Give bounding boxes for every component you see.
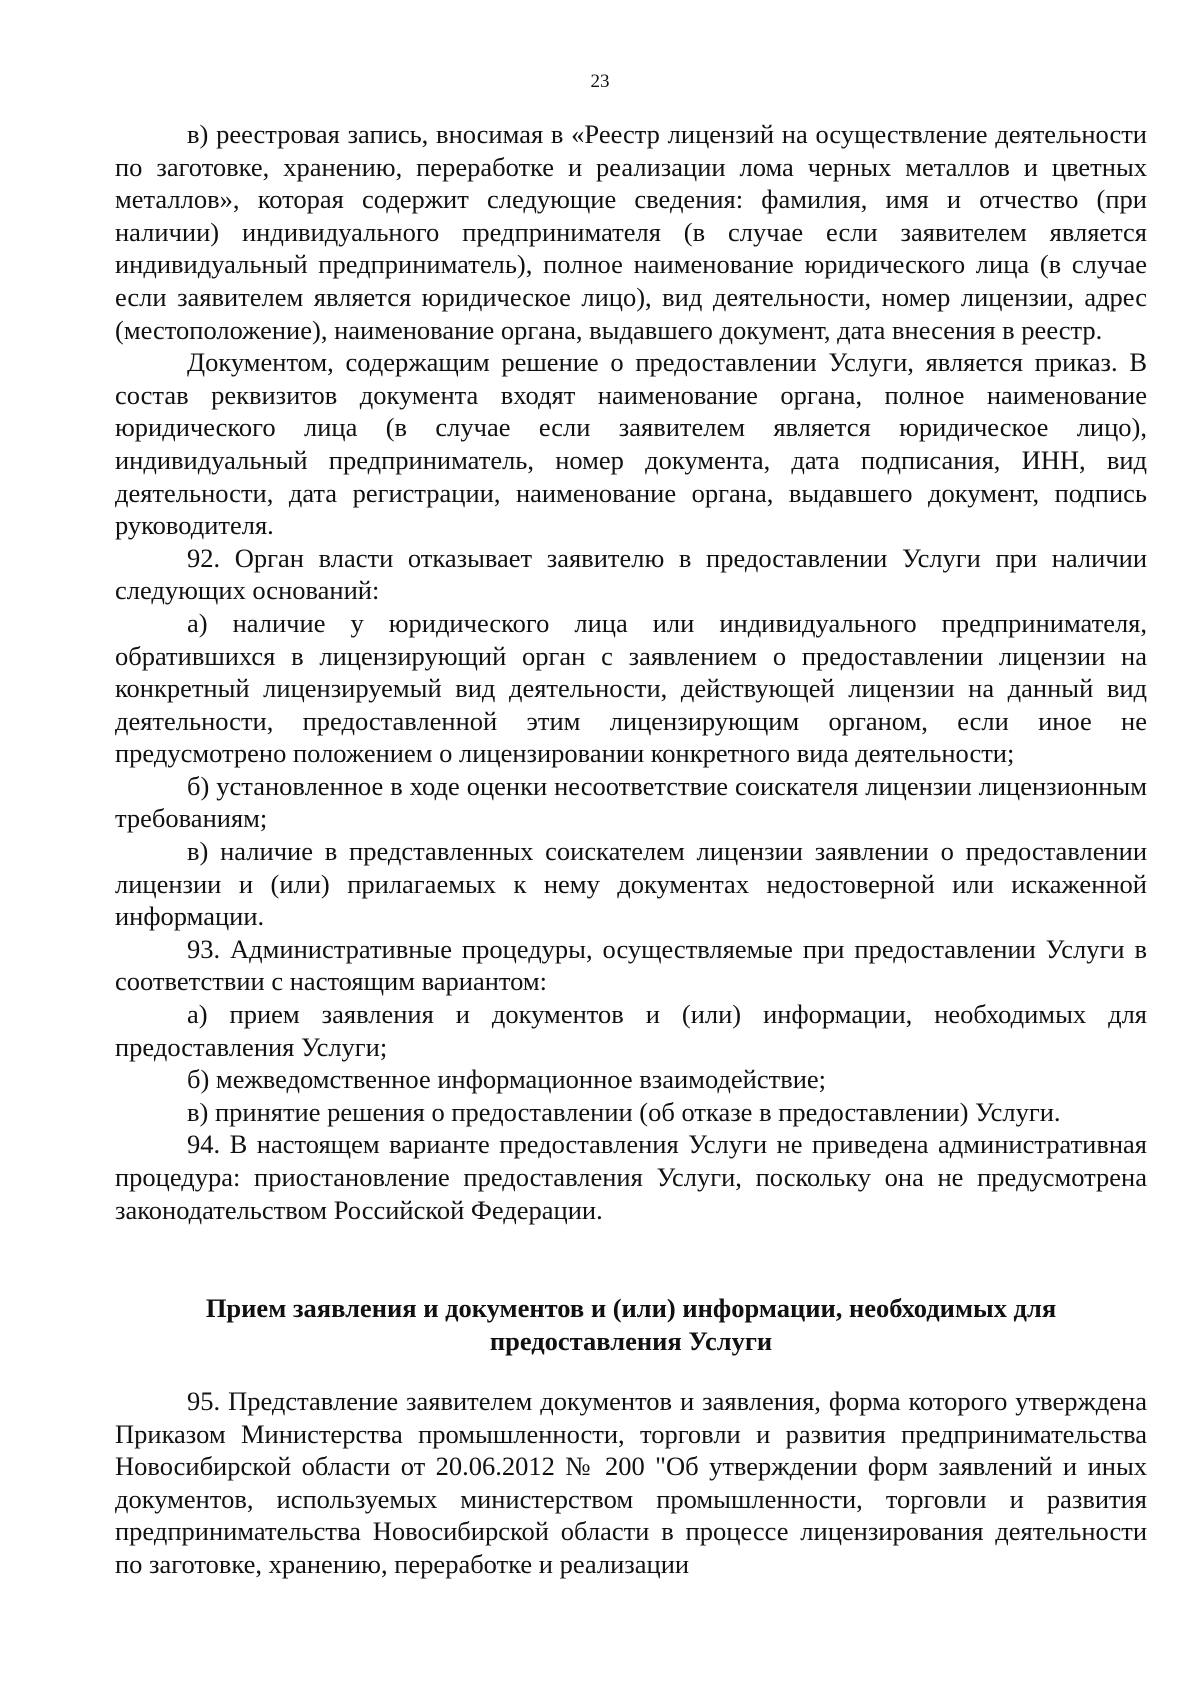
body-text-bottom [115,1385,1147,1581]
paragraph-93-a: а) прием заявления и документов и (или) информации, необходимых для предоставления Услуги; [115,999,1147,1062]
paragraph-92-b: б) установленное в ходе оценки несоответствие соискателя лицензии лицензионным требованиям; [115,770,1147,834]
paragraph-92-a: а) наличие у юридического лица или индивидуального предпринимателя, обратившихся в лицензирующий орган с заявлением о предоставлении лицензии на конкретный лицензируемый вид деятельности, действующей лицензии на данный вид деятельности, предоставленной этим лицензирующим органом, если иное не предусмотрено положением о лицензировании конкретного вида деятельности; [115,607,1147,769]
paragraph-93-b: б) межведомственное информационное взаимодействие; [187,1064,827,1095]
paragraph-92-refusal-grounds: 92. Орган власти отказывает заявителю в предоставлении Услуги при наличии следующих оснований: [115,542,1147,606]
paragraph-registry-entry: в) реестровая запись, вносимая в «Реестр лицензий на осуществление деятельности по заготовке, хранению, переработке и реализации лома черных металлов и цветных металлов», которая содержит следующие сведения: фамилия, имя и отчество (при наличии) индивидуального предпринимателя (в случае если заявителем является индивидуальный предприниматель), полное наименование юридического лица (в случае если заявителем является юридическое лицо), вид деятельности, номер лицензии, адрес (местоположение), наименование органа, выдавшего документ, дата внесения в реестр. [115,119,1147,345]
body-text-top [115,118,1147,1226]
paragraph-decision-document: Документом, содержащим решение о предоставлении Услуги, является приказ. В состав реквизитов документа входят наименование органа, полное наименование юридического лица (в случае если заявителем является юридическое лицо), индивидуальный предприниматель, номер документа, дата подписания, ИНН, вид деятельности, дата регистрации, наименование органа, выдавшего документ, подпись руководителя. [115,347,1147,541]
paragraph-93-procedures: 93. Административные процедуры, осуществляемые при предоставлении Услуги в соответствии с настоящим вариантом: [115,933,1147,997]
paragraph-92-v: в) наличие в представленных соискателем лицензии заявлении о предоставлении лицензии и (или) прилагаемых к нему документах недостоверной или искаженной информации. [115,836,1147,932]
section-heading: Прием заявления и документов и (или) информации, необходимых для предоставления Услуги [205,1293,1057,1356]
page-number: 23 [590,71,610,92]
paragraph-93-v: в) принятие решения о предоставлении (об отказе в предоставлении) Услуги. [187,1096,1061,1127]
paragraph-94: 94. В настоящем варианте предоставления Услуги не приведена административная процедура: приостановление предоставления Услуги, поскольку она не предусмотрена законодательством Российской Федерации. [115,1129,1147,1225]
paragraph-95: 95. Представление заявителем документов и заявления, форма которого утверждена Приказом Министерства промышленности, торговли и развития предпринимательства Новосибирской области от 20.06.2012 № 200 "Об утверждении форм заявлений и иных документов, используемых министерством промышленности, торговли и развития предпринимательства Новосибирской области в процессе лицензирования деятельности по заготовке, хранению, переработке и реализации [115,1386,1147,1579]
